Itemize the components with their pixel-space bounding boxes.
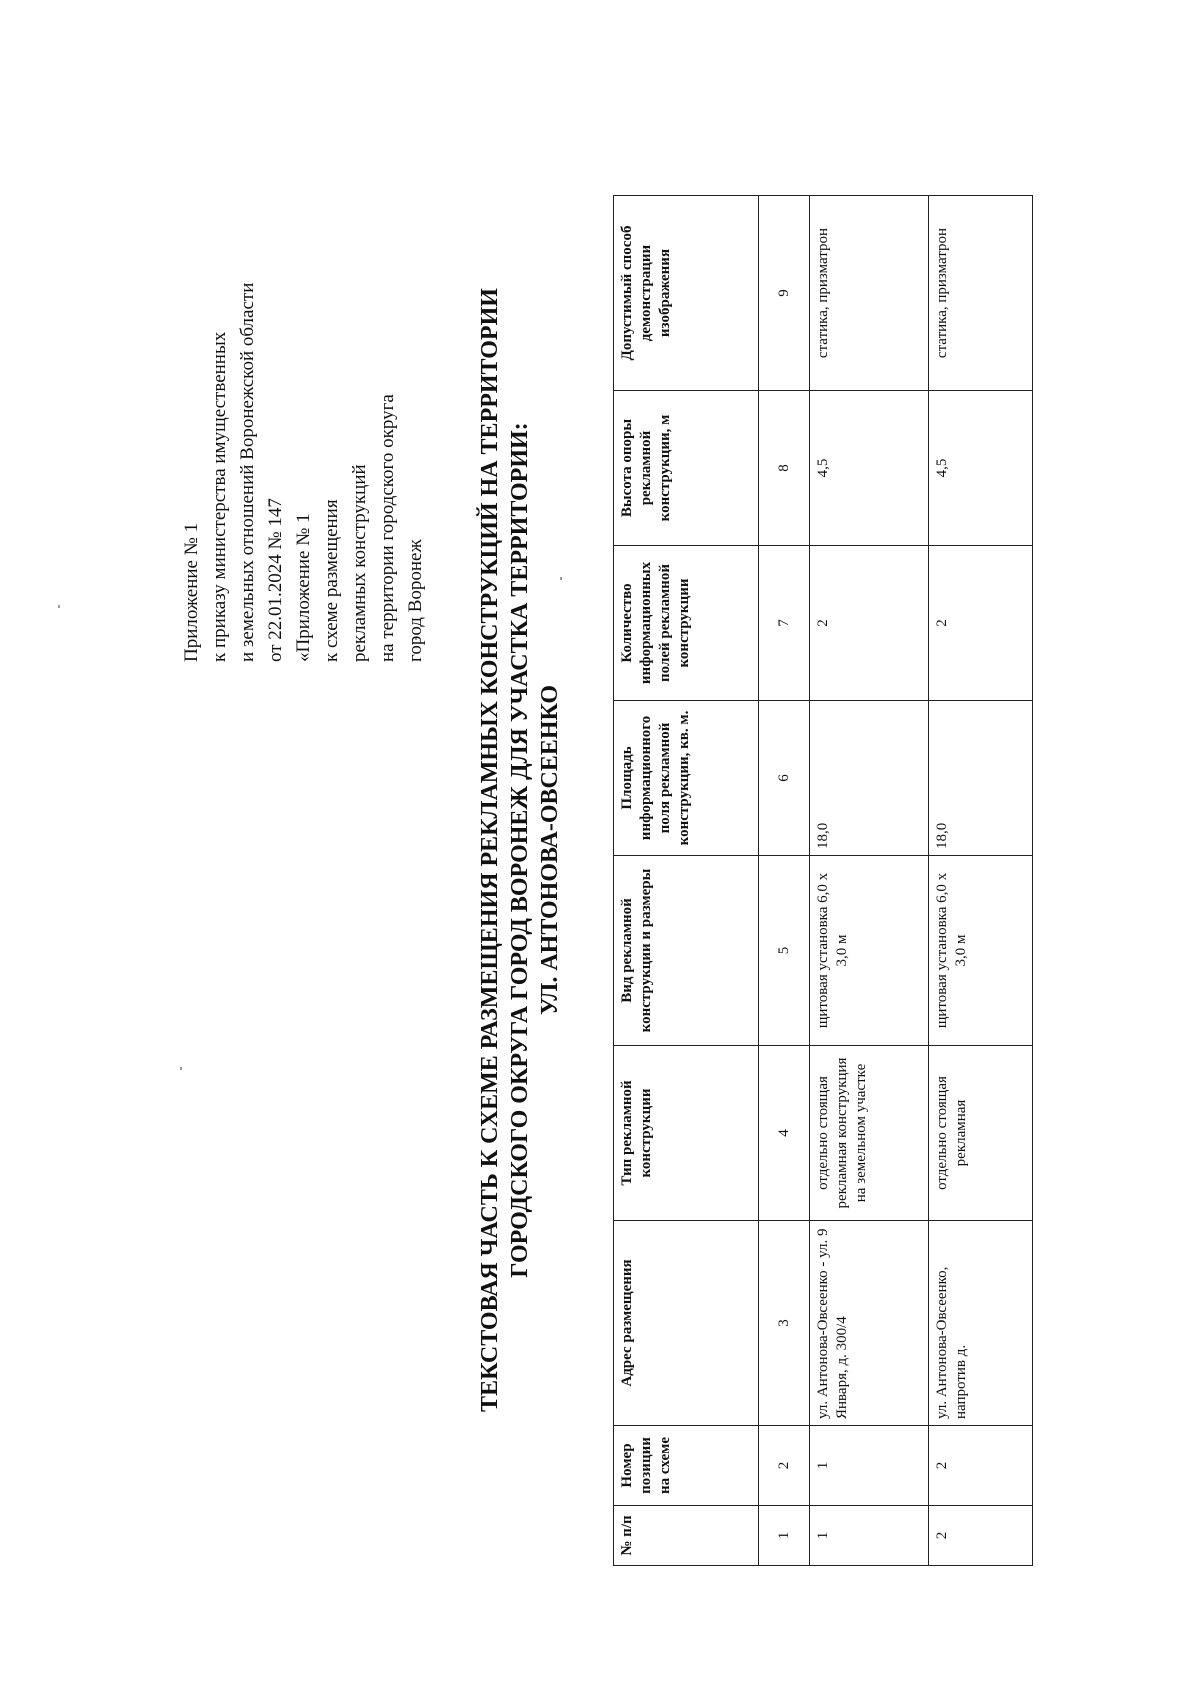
column-number: 8 [759,391,810,546]
row-fields-count: 2 [810,546,929,701]
row-area: 18,0 [810,701,929,856]
row-kind-size: щитовая установка 6,0 х 3,0 м [929,856,1033,1046]
header-cell-type: Тип рекламной конструкции [614,1046,759,1221]
title-line: ГОРОДСКОГО ОКРУГА ГОРОД ВОРОНЕЖ ДЛЯ УЧАСТКА ТЕРРИТОРИИ: [507,422,533,1278]
scan-speck [180,1067,182,1070]
column-number: 9 [759,196,810,391]
placement-table [613,195,1033,1566]
column-number: 2 [759,1426,810,1506]
column-number: 4 [759,1046,810,1221]
document-title [475,50,565,1650]
column-number: 5 [759,856,810,1046]
appendix-line: и земельных отношений Воронежской области [237,282,258,662]
row-area: 18,0 [929,701,1033,856]
row-position: 2 [929,1426,1033,1506]
appendix-line: к приказу министерства имущественных [209,331,230,662]
row-index: 2 [929,1506,1033,1566]
table-row [929,196,1033,1566]
table-header-row [614,196,759,1566]
row-height: 4,5 [929,391,1033,546]
row-fields-count: 2 [929,546,1033,701]
table-row [810,196,929,1566]
appendix-line: «Приложение № 1 [293,513,314,662]
header-cell-area: Площадь информационного поля рекламной конструкции, кв. м. [614,701,759,856]
row-address: ул. Антонова-Овсеенко, напротив д. [929,1221,1033,1426]
header-cell-kind-size: Вид рекламной конструкции и размеры [614,856,759,1046]
appendix-block [178,42,430,662]
row-address: ул. Антонова-Овсеенко - ул. 9 Января, д. 300/4 [810,1221,929,1426]
appendix-line: рекламных конструкций [349,464,370,662]
header-cell-position: Номер позиции на схеме [614,1426,759,1506]
header-cell-number: № п/п [614,1506,759,1566]
row-display-method: статика, призматрон [929,196,1033,391]
row-type: отдельно стоящая рекламная конструкция на земельном участке [810,1046,929,1221]
scan-speck [58,605,60,608]
header-cell-fields-count: Количество информационных полей рекламной конструкции [614,546,759,701]
title-line: ТЕКСТОВАЯ ЧАСТЬ К СХЕМЕ РАЗМЕЩЕНИЯ РЕКЛАМНЫХ КОНСТРУКЦИЙ НА ТЕРРИТОРИИ [477,288,503,1412]
row-type: отдельно стоящая рекламная [929,1046,1033,1221]
appendix-line: Приложение № 1 [181,522,202,662]
title-line: УЛ. АНТОНОВА-ОВСЕЕНКО [537,685,563,1016]
appendix-line: к схеме размещения [321,499,342,662]
column-number-row [759,196,810,1566]
row-position: 1 [810,1426,929,1506]
column-number: 3 [759,1221,810,1426]
header-cell-display-method: Допустимый способ демонстрации изображения [614,196,759,391]
appendix-line: на территории городского округа [377,394,398,662]
column-number: 7 [759,546,810,701]
header-cell-height: Высота опоры рекламной конструкции, м [614,391,759,546]
row-height: 4,5 [810,391,929,546]
row-display-method: статика, призматрон [810,196,929,391]
row-index: 1 [810,1506,929,1566]
appendix-line: город Воронеж [405,539,426,662]
header-cell-address: Адрес размещения [614,1221,759,1426]
row-kind-size: щитовая установка 6,0 х 3,0 м [810,856,929,1046]
column-number: 1 [759,1506,810,1566]
appendix-line: от 22.01.2024 № 147 [265,498,286,662]
column-number: 6 [759,701,810,856]
